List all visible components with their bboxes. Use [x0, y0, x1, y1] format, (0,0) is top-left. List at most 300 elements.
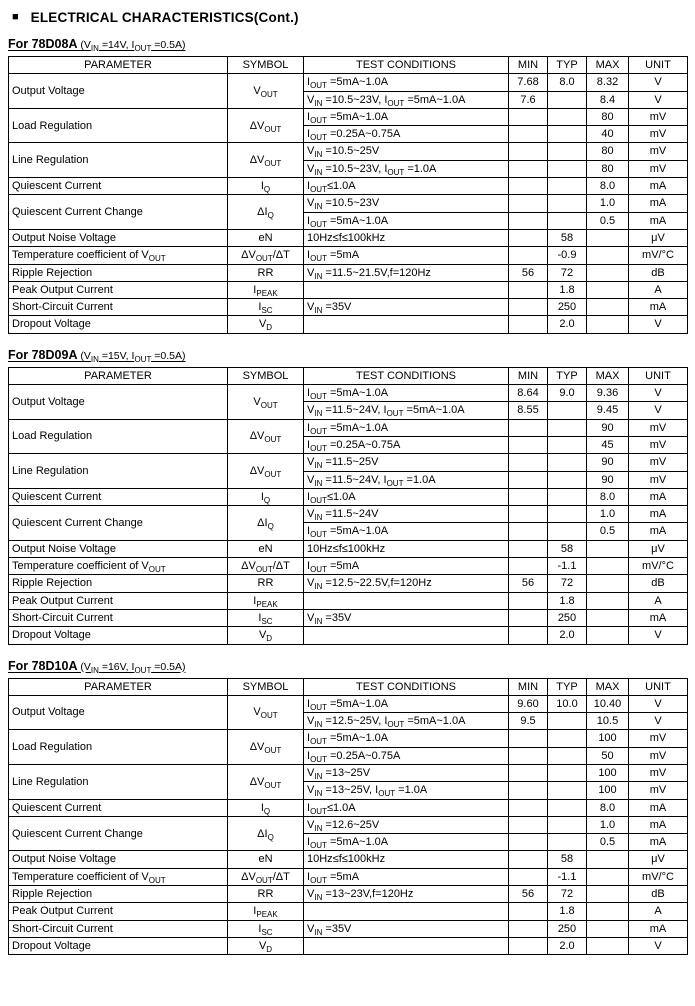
test-condition-cell [304, 627, 509, 644]
test-condition-cell: $I_{OUT}$ =5mA~1.0A [304, 419, 509, 436]
table-row [9, 195, 688, 212]
column-header-unit: UNIT [629, 367, 688, 384]
symbol-cell: RR [228, 886, 304, 903]
column-header-max: MAX [587, 57, 629, 74]
max-cell [587, 229, 629, 246]
max-cell: 90 [587, 419, 629, 436]
table-row [9, 816, 688, 833]
typ-cell [548, 454, 587, 471]
column-header-typ: TYP [548, 678, 587, 695]
max-cell: 80 [587, 108, 629, 125]
parameter-cell: Peak Output Current [9, 592, 228, 609]
column-header-parameter: PARAMETER [9, 57, 228, 74]
unit-cell: mA [629, 299, 688, 316]
typ-cell: 250 [548, 920, 587, 937]
min-cell [509, 212, 548, 229]
max-cell: 8.0 [587, 799, 629, 816]
unit-cell: mA [629, 506, 688, 523]
min-cell [509, 108, 548, 125]
test-condition-cell [304, 937, 509, 954]
min-cell: 7.68 [509, 74, 548, 91]
test-condition-cell: 10Hz≤f≤100kHz [304, 540, 509, 557]
unit-cell: mA [629, 816, 688, 833]
test-condition-cell: $V_{IN} =35V$ [304, 299, 509, 316]
table-row [9, 851, 688, 868]
table-row [9, 695, 688, 712]
parameter-cell: Dropout Voltage [9, 627, 228, 644]
typ-cell [548, 195, 587, 212]
min-cell [509, 488, 548, 505]
max-cell: 8.0 [587, 488, 629, 505]
typ-cell [548, 764, 587, 781]
typ-cell: 9.0 [548, 385, 587, 402]
test-condition-cell [304, 592, 509, 609]
test-condition-cell: $V_{IN} =35V$ [304, 609, 509, 626]
unit-cell: dB [629, 886, 688, 903]
symbol-cell: $\Delta V_{OUT}$ [228, 454, 304, 489]
column-header-symbol: SYMBOL [228, 57, 304, 74]
parameter-cell: Load Regulation [9, 108, 228, 143]
typ-cell [548, 436, 587, 453]
min-cell: 9.60 [509, 695, 548, 712]
min-cell: 8.55 [509, 402, 548, 419]
test-condition-cell: 10Hz≤f≤100kHz [304, 851, 509, 868]
test-condition-cell: $V_{IN}$ =10.5~25V [304, 143, 509, 160]
typ-cell [548, 126, 587, 143]
test-condition-cell: $I_{OUT} =5mA$ [304, 868, 509, 885]
typ-cell [548, 506, 587, 523]
max-cell: 1.0 [587, 816, 629, 833]
parameter-cell: Ripple Rejection [9, 264, 228, 281]
table-row [9, 730, 688, 747]
table-row [9, 281, 688, 298]
max-cell [587, 627, 629, 644]
parameter-cell: Load Regulation [9, 419, 228, 454]
max-cell [587, 851, 629, 868]
symbol-cell: $\Delta V_{OUT}/\Delta T$ [228, 558, 304, 575]
typ-cell: 2.0 [548, 316, 587, 333]
max-cell: 90 [587, 471, 629, 488]
max-cell: 9.36 [587, 385, 629, 402]
unit-cell: mV [629, 126, 688, 143]
min-cell [509, 747, 548, 764]
symbol-cell: $\Delta V_{OUT}$ [228, 143, 304, 178]
max-cell: 80 [587, 160, 629, 177]
unit-cell: V [629, 402, 688, 419]
table-row [9, 506, 688, 523]
min-cell [509, 316, 548, 333]
column-header-typ: TYP [548, 367, 587, 384]
max-cell [587, 868, 629, 885]
min-cell [509, 851, 548, 868]
table-row [9, 264, 688, 281]
max-cell: 1.0 [587, 195, 629, 212]
parameter-cell: Output Noise Voltage [9, 229, 228, 246]
parameter-cell: Quiescent Current Change [9, 816, 228, 851]
test-condition-cell: $I_{OUT}$ =0.25A~0.75A [304, 126, 509, 143]
test-condition-cell: $V_{IN}$ =11.5~24V [304, 506, 509, 523]
test-condition-cell: $V_{IN}$ =13~25V, $I_{OUT} =1.0A$ [304, 782, 509, 799]
symbol-cell: $V_D$ [228, 627, 304, 644]
max-cell [587, 575, 629, 592]
symbol-cell: RR [228, 264, 304, 281]
max-cell: 0.5 [587, 523, 629, 540]
test-condition-cell: 10Hz≤f≤100kHz [304, 229, 509, 246]
min-cell [509, 816, 548, 833]
test-condition-cell: $V_{IN}$ =12.6~25V [304, 816, 509, 833]
table-heading [8, 346, 687, 364]
unit-cell: V [629, 316, 688, 333]
unit-cell: mV [629, 143, 688, 160]
table-header [9, 367, 688, 384]
unit-cell: mV [629, 160, 688, 177]
typ-cell [548, 419, 587, 436]
min-cell [509, 558, 548, 575]
min-cell [509, 799, 548, 816]
unit-cell: V [629, 713, 688, 730]
test-condition-cell: $V_{IN} =35V$ [304, 920, 509, 937]
test-condition-cell [304, 281, 509, 298]
min-cell [509, 782, 548, 799]
symbol-cell: $I_{PEAK}$ [228, 281, 304, 298]
typ-cell: 8.0 [548, 74, 587, 91]
max-cell [587, 592, 629, 609]
symbol-cell: $\Delta V_{OUT}$ [228, 108, 304, 143]
table-header [9, 57, 688, 74]
max-cell: 45 [587, 436, 629, 453]
unit-cell: mV [629, 419, 688, 436]
parameter-cell: Temperature coefficient of $V_{OUT}$ [9, 247, 228, 264]
max-cell: 100 [587, 764, 629, 781]
device-name: For 78D08A [8, 37, 78, 51]
symbol-cell: RR [228, 575, 304, 592]
symbol-cell: $\Delta V_{OUT}/\Delta T$ [228, 868, 304, 885]
typ-cell: 2.0 [548, 627, 587, 644]
typ-cell [548, 713, 587, 730]
min-cell [509, 419, 548, 436]
table-row [9, 799, 688, 816]
min-cell [509, 281, 548, 298]
typ-cell [548, 91, 587, 108]
typ-cell [548, 108, 587, 125]
min-cell [509, 937, 548, 954]
min-cell [509, 920, 548, 937]
table-header [9, 678, 688, 695]
symbol-cell: $\Delta V_{OUT}/\Delta T$ [228, 247, 304, 264]
symbol-cell: $I_Q$ [228, 178, 304, 195]
max-cell: 100 [587, 730, 629, 747]
table-row [9, 316, 688, 333]
table-row [9, 627, 688, 644]
max-cell: 9.45 [587, 402, 629, 419]
unit-cell: mV/°C [629, 558, 688, 575]
typ-cell: 250 [548, 609, 587, 626]
typ-cell: 1.8 [548, 903, 587, 920]
header-row [9, 57, 688, 74]
test-condition-cell: $V_{IN}$ =12.5~22.5V,f=120Hz [304, 575, 509, 592]
unit-cell: mA [629, 178, 688, 195]
table-row [9, 143, 688, 160]
page-title: ELECTRICAL CHARACTERISTICS(Cont.) [30, 10, 299, 25]
unit-cell: mV [629, 730, 688, 747]
unit-cell: A [629, 592, 688, 609]
table-row [9, 108, 688, 125]
min-cell: 9.5 [509, 713, 548, 730]
typ-cell: -1.1 [548, 868, 587, 885]
min-cell [509, 299, 548, 316]
max-cell: 10.40 [587, 695, 629, 712]
device-name: For 78D10A [8, 658, 78, 673]
parameter-cell: Output Noise Voltage [9, 851, 228, 868]
column-header-unit: UNIT [629, 678, 688, 695]
max-cell [587, 540, 629, 557]
max-cell: 0.5 [587, 212, 629, 229]
characteristics-table-78d10a [8, 678, 688, 956]
unit-cell: mA [629, 212, 688, 229]
typ-cell [548, 471, 587, 488]
typ-cell [548, 782, 587, 799]
symbol-cell: $V_{OUT}$ [228, 385, 304, 420]
parameter-cell: Short-Circuit Current [9, 299, 228, 316]
typ-cell: 250 [548, 299, 587, 316]
table-body [9, 385, 688, 644]
max-cell [587, 264, 629, 281]
typ-cell [548, 523, 587, 540]
typ-cell [548, 488, 587, 505]
max-cell [587, 299, 629, 316]
column-header-typ: TYP [548, 57, 587, 74]
parameter-cell: Temperature coefficient of $V_{OUT}$ [9, 868, 228, 885]
unit-cell: mV [629, 436, 688, 453]
parameter-cell: Line Regulation [9, 454, 228, 489]
min-cell [509, 868, 548, 885]
min-cell [509, 160, 548, 177]
unit-cell: A [629, 903, 688, 920]
min-cell: 8.64 [509, 385, 548, 402]
column-header-test-conditions: TEST CONDITIONS [304, 678, 509, 695]
max-cell [587, 316, 629, 333]
min-cell [509, 834, 548, 851]
min-cell [509, 506, 548, 523]
table-heading [8, 35, 687, 53]
test-condition-cell: $V_{IN}$ =10.5~23V [304, 195, 509, 212]
min-cell [509, 609, 548, 626]
min-cell [509, 592, 548, 609]
unit-cell: V [629, 627, 688, 644]
column-header-parameter: PARAMETER [9, 678, 228, 695]
min-cell [509, 178, 548, 195]
typ-cell: 72 [548, 264, 587, 281]
column-header-max: MAX [587, 367, 629, 384]
test-condition-cell: $V_{IN}$ =12.5~25V, $I_{OUT}$ =5mA~1.0A [304, 713, 509, 730]
column-header-parameter: PARAMETER [9, 367, 228, 384]
parameter-cell: Short-Circuit Current [9, 920, 228, 937]
test-condition-cell: $V_{IN}$ =13~25V [304, 764, 509, 781]
unit-cell: mA [629, 799, 688, 816]
unit-cell: mA [629, 609, 688, 626]
symbol-cell: $V_D$ [228, 316, 304, 333]
test-condition-cell [304, 903, 509, 920]
parameter-cell: Output Voltage [9, 695, 228, 730]
table-body [9, 74, 688, 333]
parameter-cell: Ripple Rejection [9, 575, 228, 592]
test-condition-cell: $I_{OUT} =5mA$ [304, 247, 509, 264]
max-cell [587, 558, 629, 575]
min-cell [509, 454, 548, 471]
table-row [9, 247, 688, 264]
unit-cell: mV [629, 782, 688, 799]
max-cell: 50 [587, 747, 629, 764]
min-cell [509, 540, 548, 557]
test-condition-cell: $I_{OUT} =5mA$ [304, 558, 509, 575]
test-condition-cell: $V_{IN}$ =11.5~24V, $I_{OUT} =1.0A$ [304, 471, 509, 488]
max-cell: 90 [587, 454, 629, 471]
typ-cell [548, 178, 587, 195]
table-row [9, 764, 688, 781]
typ-cell [548, 402, 587, 419]
table-heading [8, 657, 687, 675]
table-row [9, 575, 688, 592]
symbol-cell: $I_{PEAK}$ [228, 592, 304, 609]
unit-cell: mV [629, 471, 688, 488]
min-cell: 7.6 [509, 91, 548, 108]
test-condition-cell: $I_{OUT}$ =5mA~1.0A [304, 74, 509, 91]
min-cell [509, 247, 548, 264]
table-section-78d10a [8, 657, 687, 956]
parameter-cell: Quiescent Current [9, 488, 228, 505]
table-row [9, 229, 688, 246]
typ-cell [548, 212, 587, 229]
max-cell [587, 281, 629, 298]
max-cell: 8.32 [587, 74, 629, 91]
test-condition-cell: $I_{OUT}\le 1.0A$ [304, 799, 509, 816]
min-cell: 56 [509, 886, 548, 903]
unit-cell: mA [629, 195, 688, 212]
symbol-cell: $I_Q$ [228, 488, 304, 505]
unit-cell: mA [629, 523, 688, 540]
parameter-cell: Short-Circuit Current [9, 609, 228, 626]
max-cell [587, 903, 629, 920]
table-row [9, 609, 688, 626]
table-section-78d09a [8, 346, 687, 645]
table-row [9, 592, 688, 609]
min-cell [509, 143, 548, 160]
min-cell [509, 195, 548, 212]
max-cell [587, 937, 629, 954]
header-row [9, 678, 688, 695]
parameter-cell: Dropout Voltage [9, 937, 228, 954]
parameter-cell: Quiescent Current [9, 178, 228, 195]
typ-cell: 72 [548, 886, 587, 903]
device-test-conditions: ($V_{IN} =16V$, $I_{OUT} =0.5A$) [77, 660, 186, 675]
test-condition-cell: $V_{IN}$ =10.5~23V, $I_{OUT} =1.0A$ [304, 160, 509, 177]
symbol-cell: $\Delta I_Q$ [228, 195, 304, 230]
max-cell: 8.0 [587, 178, 629, 195]
unit-cell: μV [629, 540, 688, 557]
device-name: For 78D09A [8, 347, 78, 362]
parameter-cell: Peak Output Current [9, 903, 228, 920]
unit-cell: mV [629, 764, 688, 781]
table-row [9, 178, 688, 195]
table-row [9, 937, 688, 954]
typ-cell: 58 [548, 851, 587, 868]
parameter-cell: Dropout Voltage [9, 316, 228, 333]
parameter-cell: Quiescent Current Change [9, 195, 228, 230]
header-row [9, 367, 688, 384]
unit-cell: mV [629, 108, 688, 125]
min-cell [509, 471, 548, 488]
test-condition-cell: $V_{IN}$ =11.5~21.5V,f=120Hz [304, 264, 509, 281]
max-cell: 80 [587, 143, 629, 160]
typ-cell: 1.8 [548, 281, 587, 298]
test-condition-cell: $I_{OUT}$ =0.25A~0.75A [304, 747, 509, 764]
unit-cell: mV [629, 454, 688, 471]
table-row [9, 454, 688, 471]
unit-cell: mV/°C [629, 868, 688, 885]
typ-cell: 72 [548, 575, 587, 592]
unit-cell: dB [629, 575, 688, 592]
max-cell [587, 920, 629, 937]
symbol-cell: $\Delta V_{OUT}$ [228, 730, 304, 765]
typ-cell [548, 747, 587, 764]
test-condition-cell: $I_{OUT}$ =5mA~1.0A [304, 108, 509, 125]
table-section-78d08a [8, 35, 687, 334]
parameter-cell: Peak Output Current [9, 281, 228, 298]
table-row [9, 886, 688, 903]
typ-cell: -1.1 [548, 558, 587, 575]
column-header-symbol: SYMBOL [228, 678, 304, 695]
column-header-unit: UNIT [629, 57, 688, 74]
max-cell: 10.5 [587, 713, 629, 730]
typ-cell: 10.0 [548, 695, 587, 712]
min-cell [509, 764, 548, 781]
symbol-cell: $V_D$ [228, 937, 304, 954]
parameter-cell: Load Regulation [9, 730, 228, 765]
test-condition-cell: $I_{OUT}$ =0.25A~0.75A [304, 436, 509, 453]
typ-cell: 2.0 [548, 937, 587, 954]
column-header-min: MIN [509, 57, 548, 74]
max-cell: 1.0 [587, 506, 629, 523]
typ-cell: 58 [548, 229, 587, 246]
table-row [9, 74, 688, 91]
symbol-cell: $I_{PEAK}$ [228, 903, 304, 920]
max-cell [587, 247, 629, 264]
test-condition-cell: $V_{IN}$ =10.5~23V, $I_{OUT}$ =5mA~1.0A [304, 91, 509, 108]
table-row [9, 903, 688, 920]
unit-cell: mV/°C [629, 247, 688, 264]
symbol-cell: $\Delta V_{OUT}$ [228, 764, 304, 799]
unit-cell: V [629, 385, 688, 402]
symbol-cell: $V_{OUT}$ [228, 695, 304, 730]
typ-cell [548, 834, 587, 851]
test-condition-cell: $V_{IN}$ =11.5~25V [304, 454, 509, 471]
column-header-min: MIN [509, 367, 548, 384]
characteristics-table-78d09a [8, 367, 688, 645]
column-header-test-conditions: TEST CONDITIONS [304, 367, 509, 384]
max-cell: 100 [587, 782, 629, 799]
table-body [9, 695, 688, 954]
symbol-cell: eN [228, 229, 304, 246]
unit-cell: mV [629, 747, 688, 764]
min-cell [509, 903, 548, 920]
square-bullet-icon: ■ [12, 11, 19, 23]
typ-cell: 58 [548, 540, 587, 557]
parameter-cell: Output Noise Voltage [9, 540, 228, 557]
test-condition-cell: $I_{OUT}$ =5mA~1.0A [304, 385, 509, 402]
device-test-conditions: ($V_{IN} =15V$, $I_{OUT} =0.5A$) [77, 349, 186, 364]
table-row [9, 868, 688, 885]
table-row [9, 419, 688, 436]
